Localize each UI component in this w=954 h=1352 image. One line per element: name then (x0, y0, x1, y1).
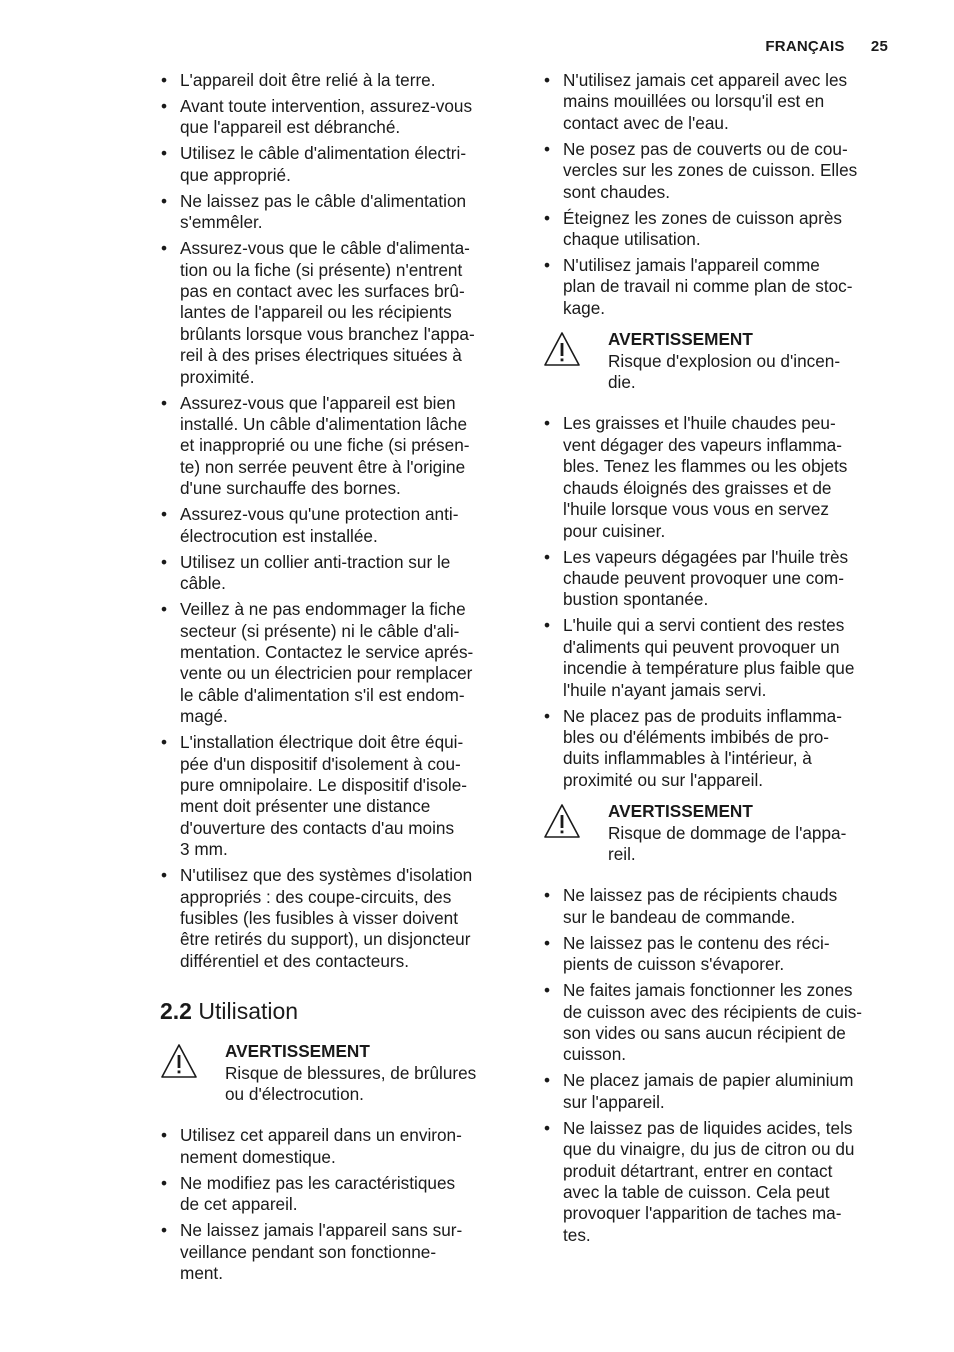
list-item: • Ne laissez pas de récipients chauds sur le bandeau de commande. (543, 885, 903, 928)
list-item: • L'appareil doit être relié à la terre. (160, 70, 520, 91)
bullet-list (543, 885, 903, 1246)
list-item: • Les graisses et l'huile chaudes peu- vent dégager des vapeurs inflamma- bles. Tenez les flammes ou les objets chauds éloignés des graisses et de l'huile lorsque vous vous en servez pour cuisiner. (543, 413, 903, 541)
list-item: • Assurez-vous que le câble d'alimenta- tion ou la fiche (si présente) n'entrent pas en contact avec les surfaces brû- lantes de l'appareil ou les récipients brûlants lorsque vous branchez l'appa- reil à des prises électriques situées à proximité. (160, 238, 520, 388)
list-item: • Avant toute intervention, assurez-vous que l'appareil est débranché. (160, 96, 520, 139)
list-item: • Les vapeurs dégagées par l'huile très chaude peuvent provoquer une com- bustion spontanée. (543, 547, 903, 611)
warning-box (160, 1041, 520, 1105)
list-item: • Utilisez cet appareil dans un environ- nement domestique. (160, 1125, 520, 1168)
list-item: • Utilisez le câble d'alimentation électri- que approprié. (160, 143, 520, 186)
list-item: • Ne faites jamais fonctionner les zones de cuisson avec des récipients de cuis- son vides ou sans aucun récipient de cuisson. (543, 980, 903, 1066)
bullet-list (543, 70, 903, 319)
list-item: • N'utilisez jamais cet appareil avec les mains mouillées ou lorsqu'il est en contact avec de l'eau. (543, 70, 903, 134)
list-item: • L'huile qui a servi contient des restes d'aliments qui peuvent provoquer un incendie à température plus faible que l'huile n'ayant jamais servi. (543, 615, 903, 701)
section-number: 2.2 (160, 998, 192, 1025)
list-item: • Ne posez pas de couverts ou de cou- vercles sur les zones de cuisson. Elles sont chaudes. (543, 139, 903, 203)
warning-title: AVERTISSEMENT (225, 1041, 370, 1062)
page-header (765, 38, 888, 55)
list-item: • Ne modifiez pas les caractéristiques de cet appareil. (160, 1173, 520, 1216)
warning-text: Risque de blessures, de brûlures ou d'électrocution. (225, 1062, 477, 1104)
list-item: • Ne laissez jamais l'appareil sans sur- veillance pendant son fonctionne- ment. (160, 1220, 520, 1284)
list-item: • Assurez-vous qu'une protection anti- électrocution est installée. (160, 504, 520, 547)
list-item: • Ne placez pas de produits inflamma- bles ou d'éléments imbibés de pro- duits inflammables à l'intérieur, à proximité ou sur l'appareil. (543, 706, 903, 792)
warning-triangle-icon (543, 331, 581, 367)
page-number: 25 (870, 38, 888, 55)
language-label: FRANÇAIS (765, 38, 845, 55)
warning-box (543, 801, 903, 865)
list-item: • N'utilisez que des systèmes d'isolation appropriés : des coupe-circuits, des fusibles (les fusibles à visser doivent être retirés du support), un disjoncteur différentiel et des contacteurs. (160, 865, 520, 972)
list-item: • Utilisez un collier anti-traction sur le câble. (160, 552, 520, 595)
warning-box (543, 329, 903, 393)
bullet-list (160, 70, 520, 972)
list-item: • Ne laissez pas le contenu des réci- pients de cuisson s'évaporer. (543, 933, 903, 976)
list-item: • Éteignez les zones de cuisson après chaque utilisation. (543, 208, 903, 251)
list-item: • Veillez à ne pas endommager la fiche secteur (si présente) ni le câble d'ali- mentation. Contactez le service aprés- vente ou un électricien pour remplacer le câble d'alimentation s'il est endom- magé. (160, 599, 520, 727)
warning-triangle-icon (160, 1043, 198, 1079)
list-item: • Ne laissez pas le câble d'alimentation s'emmêler. (160, 191, 520, 234)
left-column (160, 70, 520, 1289)
bullet-list (543, 413, 903, 791)
warning-title: AVERTISSEMENT (608, 329, 753, 350)
warning-triangle-icon (543, 803, 581, 839)
list-item: • Assurez-vous que l'appareil est bien installé. Un câble d'alimentation lâche et inapproprié ou une fiche (si présen- te) non serrée peuvent être à l'origine d'une surchauffe des bornes. (160, 393, 520, 500)
section-heading (160, 998, 520, 1025)
list-item: • Ne placez jamais de papier aluminium sur l'appareil. (543, 1070, 903, 1113)
warning-text: Risque d'explosion ou d'incen- die. (608, 350, 841, 393)
list-item: • N'utilisez jamais l'appareil comme plan de travail ni comme plan de stoc- kage. (543, 255, 903, 319)
bullet-list (160, 1125, 520, 1284)
list-item: • L'installation électrique doit être équi- pée d'un dispositif d'isolement à cou- pure omnipolaire. Le dispositif d'isole- ment doit présenter une distance d'ouverture des contacts d'au moins 3 mm. (160, 732, 520, 860)
right-column (543, 70, 903, 1251)
warning-text: Risque de dommage de l'appa- reil. (608, 822, 847, 864)
section-title: Utilisation (198, 998, 299, 1025)
list-item: • Ne laissez pas de liquides acides, tels que du vinaigre, du jus de citron ou du produit détartrant, entrer en contact avec la table de cuisson. Cela peut provoquer l'apparition de taches ma- tes. (543, 1118, 903, 1246)
warning-title: AVERTISSEMENT (608, 801, 753, 822)
